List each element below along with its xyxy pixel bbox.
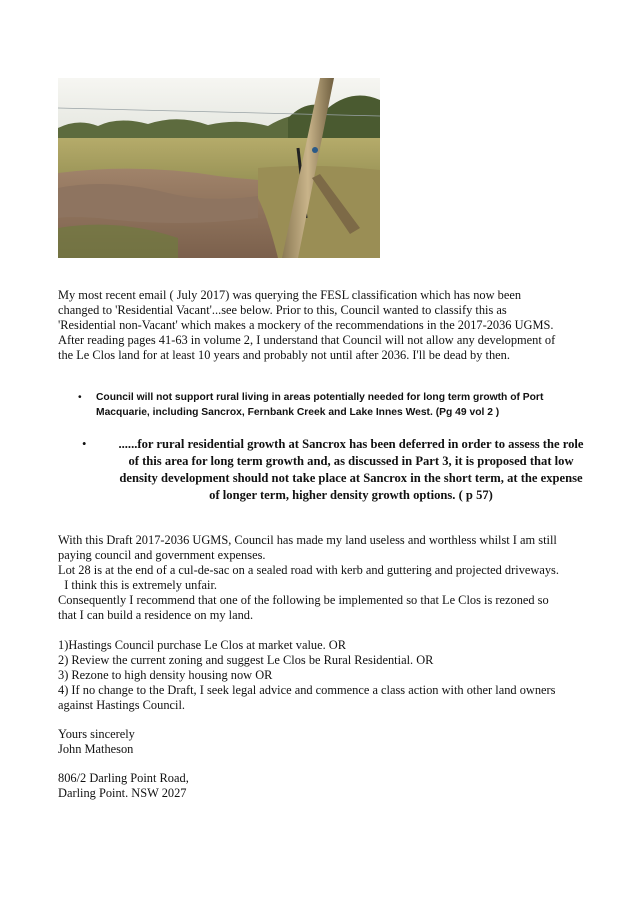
quote-line: density development should not take place at Sancrox in the short term, at the expense [119, 471, 583, 485]
signature-name: John Matheson [58, 742, 134, 756]
text-line: 'Residential non-Vacant' which makes a mockery of the recommendations in the 2017-2036 UGMS. [58, 318, 554, 332]
text-line: that I can build a residence on my land. [58, 608, 254, 622]
option-item: against Hastings Council. [58, 698, 185, 712]
quote-line: ......for rural residential growth at Sancrox has been deferred in order to assess the role [118, 437, 584, 451]
option-item: 2) Review the current zoning and suggest Le Clos be Rural Residential. OR [58, 653, 434, 667]
quote-bullet-1 [78, 390, 578, 420]
bullet-icon: • [82, 437, 87, 451]
address-line: 806/2 Darling Point Road, [58, 771, 189, 785]
text-line: the Le Clos land for at least 10 years and probably not until after 2036. I'll be dead by then. [58, 348, 510, 362]
text-line: With this Draft 2017-2036 UGMS, Council has made my land useless and worthless whilst I am still [58, 533, 557, 547]
signoff [58, 727, 598, 757]
quote-line: of longer term, higher density growth options. ( p 57) [209, 488, 493, 502]
field-photo [58, 78, 380, 258]
text-line: paying council and government expenses. [58, 548, 266, 562]
text-line: Lot 28 is at the end of a cul-de-sac on a sealed road with kerb and guttering and projected driveways. [58, 563, 559, 577]
options-list [58, 638, 598, 713]
text-line: Consequently I recommend that one of the following be implemented so that Le Clos is rezoned so [58, 593, 549, 607]
quote-line: Council will not support rural living in areas potentially needed for long term growth of Port [96, 392, 544, 403]
field-photo-art [58, 78, 380, 258]
quote-bullet-2 [82, 436, 602, 504]
address-block [58, 771, 598, 801]
option-item: 1)Hastings Council purchase Le Clos at market value. OR [58, 638, 347, 652]
option-item: 3) Rezone to high density housing now OR [58, 668, 273, 682]
text-line: changed to 'Residential Vacant'...see below. Prior to this, Council wanted to classify this as [58, 303, 507, 317]
body-paragraph [58, 533, 598, 623]
quote-line: of this area for long term growth and, as discussed in Part 3, it is proposed that low [128, 454, 574, 468]
option-item: 4) If no change to the Draft, I seek legal advice and commence a class action with other land owners [58, 683, 556, 697]
quote-line: Macquarie, including Sancrox, Fernbank Creek and Lake Innes West. (Pg 49 vol 2 ) [96, 407, 500, 418]
bullet-icon: • [78, 392, 82, 403]
text-line: My most recent email ( July 2017) was querying the FESL classification which has now been [58, 288, 522, 302]
text-line: I think this is extremely unfair. [58, 578, 217, 592]
address-line: Darling Point. NSW 2027 [58, 786, 187, 800]
closing-line: Yours sincerely [58, 727, 135, 741]
text-line: After reading pages 41-63 in volume 2, I understand that Council will not allow any development of [58, 333, 556, 347]
intro-paragraph [58, 288, 598, 363]
